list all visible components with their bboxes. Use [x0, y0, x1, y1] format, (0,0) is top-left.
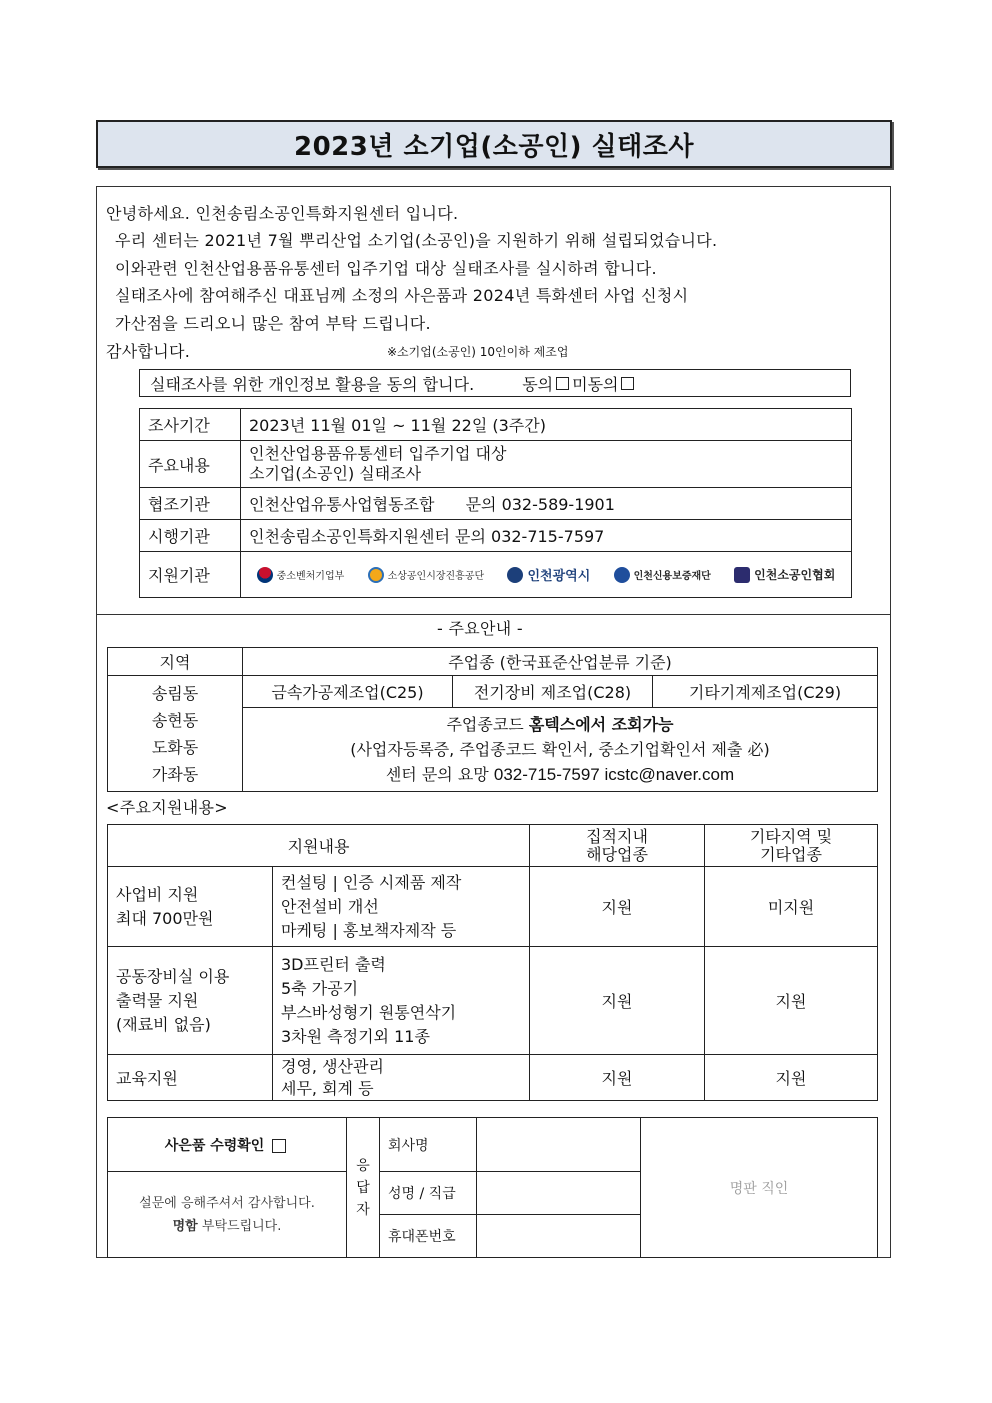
row1-detail-3: 마케팅 | 홍보책자제작 등: [281, 920, 457, 940]
phone-input[interactable]: [477, 1215, 641, 1258]
industry-c28: 전기장비 제조업(C28): [453, 676, 653, 708]
row1-cluster: 지원: [530, 867, 705, 947]
row3-cluster: 지원: [530, 1055, 705, 1101]
row1-detail-2: 안전설비 개선: [281, 896, 379, 916]
row3-other: 지원: [705, 1055, 878, 1101]
intro-line-1: 안녕하세요. 인천송림소공인특화지원센터 입니다.: [106, 204, 459, 223]
taegeuk-icon: [257, 567, 273, 583]
semas-logo: 소상공인시장진흥공단: [368, 567, 485, 583]
credit-icon: [614, 567, 630, 583]
docs-line: (사업자등록증, 주업종코드 확인서, 중소기업확인서 제출 必): [350, 740, 770, 759]
exec-value: 인천송림소공인특화지원센터 문의 032-715-7597: [241, 520, 852, 552]
row2-cluster: 지원: [530, 947, 705, 1055]
contact-value: 032-715-7597 icstc@naver.com: [493, 765, 735, 784]
content-value-2: 소기업(소공인) 실태조사: [249, 464, 422, 483]
intro-note: ※소기업(소공인) 10인이하 제조업: [387, 345, 569, 359]
support-org-label: 지원기관: [140, 552, 241, 598]
row2-other: 지원: [705, 947, 878, 1055]
title-box: [96, 120, 892, 168]
consent-text: 실태조사를 위한 개인정보 활용을 동의 합니다.: [150, 374, 475, 394]
row2-detail-3: 부스바성형기 원통연삭기: [281, 1002, 457, 1022]
row1-name-2: 최대 700만원: [116, 908, 214, 928]
semas-icon: [368, 567, 384, 583]
coop-contact: 문의 032-589-1901: [465, 495, 615, 514]
intro-line-5: 가산점을 드리오니 많은 참여 부탁 드립니다.: [115, 314, 431, 333]
intro-line-3: 이와관련 인천산업용품유통센터 입주기업 대상 실태조사를 실시하려 합니다.: [115, 259, 657, 278]
col-content-header: 지원내용: [108, 825, 530, 867]
row2-detail-2: 5축 가공기: [281, 978, 359, 998]
region-2: 송현동: [151, 710, 199, 730]
intro-line-4: 실태조사에 참여해주신 대표님께 소정의 사은품과 2024년 특화센터 사업 신청시: [115, 286, 689, 305]
name-title-label: 성명 / 직급: [380, 1172, 477, 1215]
support-table: [107, 824, 878, 1101]
page-title: 2023년 소기업(소공인) 실태조사: [293, 131, 694, 162]
content-label: 주요내용: [140, 441, 241, 488]
guide-heading: - 주요안내 -: [437, 619, 523, 638]
thanks-line-1: 설문에 응해주셔서 감사합니다.: [139, 1195, 315, 1211]
coop-label: 협조기관: [140, 488, 241, 520]
region-3: 도화동: [151, 737, 199, 757]
content-value-1: 인천산업용품유통센터 입주기업 대상: [249, 444, 507, 463]
company-label: 회사명: [380, 1118, 477, 1172]
row3-name-1: 교육지원: [108, 1055, 273, 1101]
row3-detail-2: 세무, 회계 등: [281, 1078, 374, 1098]
company-input[interactable]: [477, 1118, 641, 1172]
region-header: 지역: [108, 648, 243, 676]
respondent-label: 응답자: [356, 1157, 370, 1218]
disagree-label: 미동의: [572, 374, 619, 394]
code-line-bold: 홈텍스에서 조회가능: [528, 715, 674, 734]
region-4: 가좌동: [151, 764, 199, 784]
isba-icon: [734, 567, 750, 583]
industry-c25: 금속가공제조업(C25): [243, 676, 453, 708]
region-1: 송림동: [151, 683, 199, 703]
industry-header: 주업종 (한국표준산업분류 기준): [243, 648, 878, 676]
consent-row: [139, 369, 851, 397]
section-divider: [96, 614, 891, 615]
agree-checkbox[interactable]: [556, 377, 569, 390]
gift-label: 사은품 수령확인: [164, 1137, 265, 1154]
row2-name-1: 공동장비실 이용: [116, 966, 230, 986]
row3-detail-1: 경영, 생산관리: [281, 1056, 384, 1076]
contact-pre: 센터 문의 요망: [385, 765, 489, 784]
agree-label: 동의: [522, 374, 554, 394]
row2-detail-1: 3D프린터 출력: [281, 954, 386, 974]
receipt-table: [107, 1117, 878, 1258]
incheon-logo: 인천광역시: [507, 565, 590, 584]
incheon-icon: [507, 567, 523, 583]
row2-name-2: 출력물 지원: [116, 990, 199, 1010]
credit-logo: 인천신용보증재단: [614, 567, 711, 583]
support-logos: [245, 565, 847, 584]
thanks-line-2: 부탁드립니다.: [201, 1218, 282, 1234]
card-stamp-area: 명판 직인: [641, 1118, 878, 1258]
col-other-header-1: 기타지역 및: [749, 826, 833, 846]
intro-line-6: 감사합니다.: [106, 342, 191, 361]
col-cluster-header-1: 집적지내: [586, 826, 648, 846]
thanks-card-word: 명함: [172, 1218, 198, 1234]
gift-checkbox[interactable]: [272, 1139, 286, 1153]
coop-value: 인천산업유통사업협동조합: [249, 495, 435, 514]
period-value: 2023년 11월 01일 ~ 11월 22일 (3주간): [241, 409, 852, 441]
association-logo: 인천소공인협회: [734, 566, 835, 583]
row2-name-3: (재료비 없음): [116, 1014, 211, 1034]
period-label: 조사기간: [140, 409, 241, 441]
col-cluster-header-2: 해당업종: [586, 844, 648, 864]
phone-label: 휴대폰번호: [380, 1215, 477, 1258]
code-line-pre: 주업종코드: [446, 715, 524, 734]
row2-detail-4: 3차원 측정기외 11종: [281, 1026, 430, 1046]
name-title-input[interactable]: [477, 1172, 641, 1215]
row1-name-1: 사업비 지원: [116, 884, 199, 904]
support-heading: <주요지원내용>: [106, 798, 228, 817]
row1-detail-1: 컨설팅 | 인증 시제품 제작: [281, 872, 462, 892]
info-table: [139, 408, 852, 598]
intro-line-2: 우리 센터는 2021년 7월 뿌리산업 소기업(소공인)을 지원하기 위해 설립되었습니다.: [115, 231, 718, 250]
exec-label: 시행기관: [140, 520, 241, 552]
mss-logo: 중소벤처기업부: [257, 567, 345, 583]
guide-table: [107, 647, 878, 792]
industry-c29: 기타기계제조업(C29): [653, 676, 878, 708]
row1-other: 미지원: [705, 867, 878, 947]
disagree-checkbox[interactable]: [621, 377, 634, 390]
col-other-header-2: 기타업종: [760, 844, 822, 864]
